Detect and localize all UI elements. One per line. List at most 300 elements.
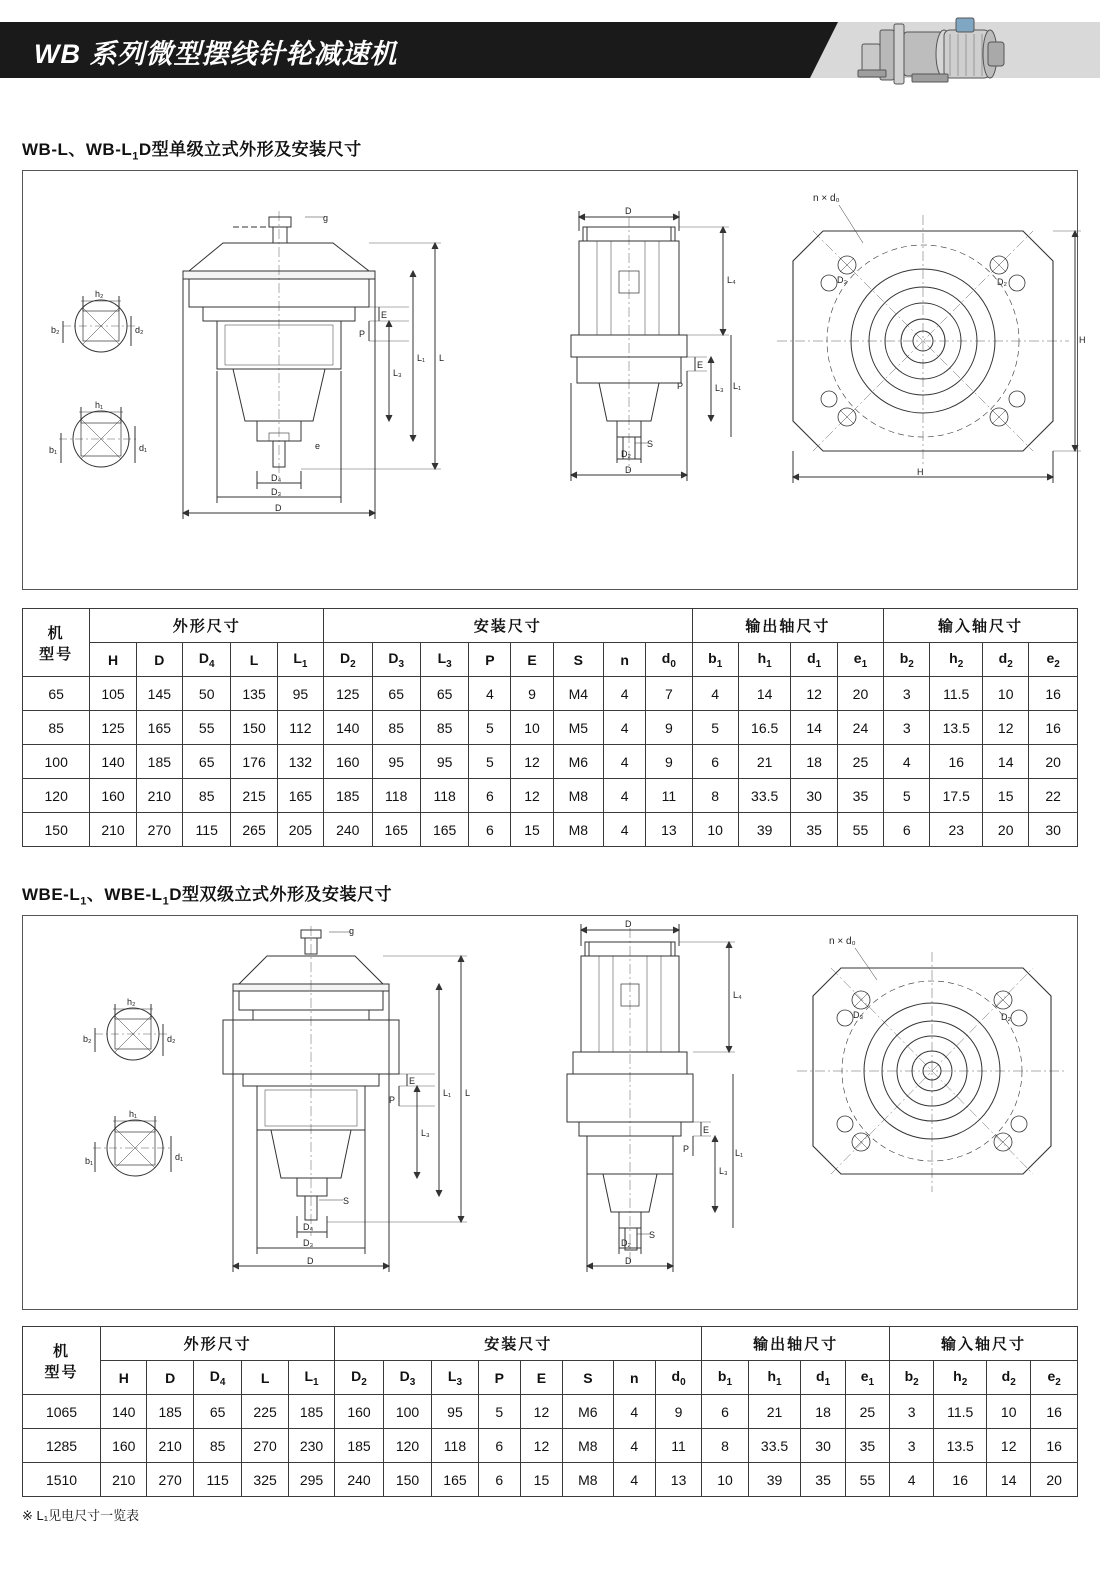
col-n: n	[604, 643, 646, 677]
cell-L1: 205	[277, 813, 323, 847]
cell-S: M6	[553, 745, 604, 779]
cell-H: 125	[90, 711, 136, 745]
svg-text:S: S	[647, 439, 654, 450]
col-d2: $d_2$	[987, 1361, 1031, 1395]
cell-d1: 35	[791, 813, 837, 847]
cell-model: 100	[23, 745, 90, 779]
cell-D3: 118	[372, 779, 420, 813]
model-header-line1: 机	[47, 624, 65, 642]
cell-h2: 17.5	[930, 779, 983, 813]
col-H: H	[90, 643, 136, 677]
col-S: S	[553, 643, 604, 677]
drawing-double-stage	[22, 915, 1078, 1310]
cell-d2: 15	[983, 779, 1029, 813]
table-column-header-row	[23, 643, 1078, 677]
cell-d1: 30	[791, 779, 837, 813]
cell-L: 265	[231, 813, 277, 847]
section-1	[22, 135, 1086, 590]
model-header-line2: 型号	[44, 1363, 79, 1381]
cell-E: 12	[520, 1395, 562, 1429]
col-D4: $D_4$	[183, 643, 231, 677]
cell-model: 85	[23, 711, 90, 745]
cell-n: 4	[613, 1395, 655, 1429]
cell-b1: 6	[692, 745, 738, 779]
cell-b2: 3	[890, 1429, 934, 1463]
cell-n: 4	[604, 779, 646, 813]
cell-S: M8	[563, 1429, 614, 1463]
cell-e1: 20	[837, 677, 883, 711]
svg-text:D₃: D₃	[303, 1238, 314, 1249]
cell-P: 6	[469, 779, 511, 813]
col-n: n	[613, 1361, 655, 1395]
cell-d1: 30	[801, 1429, 845, 1463]
section-1-title-pre: WB-L、WB-L	[22, 140, 133, 159]
cell-E: 9	[511, 677, 553, 711]
cell-L: 270	[242, 1429, 288, 1463]
svg-text:E: E	[703, 1125, 710, 1136]
col-e2: $e_2$	[1029, 643, 1078, 677]
svg-text:b₂: b₂	[83, 1034, 92, 1045]
svg-text:D: D	[307, 1256, 314, 1267]
cell-h2: 11.5	[934, 1395, 987, 1429]
svg-text:h₂: h₂	[127, 997, 136, 1008]
table-body-single-stage	[23, 677, 1078, 847]
svg-text:h₁: h₁	[129, 1109, 138, 1120]
cell-h2: 13.5	[934, 1429, 987, 1463]
svg-text:D: D	[625, 919, 632, 930]
svg-text:S: S	[649, 1230, 656, 1241]
group-output-shaft-dims: 输出轴尺寸	[692, 609, 884, 643]
svg-text:D₂: D₂	[997, 277, 1007, 288]
cell-b2: 3	[884, 711, 930, 745]
cell-e1: 35	[837, 779, 883, 813]
group-input-shaft-dims: 输入轴尺寸	[890, 1327, 1078, 1361]
cell-h1: 39	[748, 1463, 801, 1497]
col-d2: $d_2$	[983, 643, 1029, 677]
cell-e1: 24	[837, 711, 883, 745]
cell-E: 12	[511, 779, 553, 813]
group-output-shaft-dims: 输出轴尺寸	[702, 1327, 890, 1361]
svg-text:b₂: b₂	[51, 325, 60, 336]
cell-e2: 20	[1031, 1463, 1078, 1497]
col-d1: $d_1$	[801, 1361, 845, 1395]
cell-h2: 23	[930, 813, 983, 847]
svg-text:L₃: L₃	[421, 1128, 430, 1139]
col-L: L	[242, 1361, 288, 1395]
svg-text:H: H	[917, 467, 924, 478]
col-D2: $D_2$	[335, 1361, 384, 1395]
cell-d1: 18	[801, 1395, 845, 1429]
col-b1: $b_1$	[692, 643, 738, 677]
col-D: D	[136, 643, 182, 677]
table-row	[23, 1463, 1078, 1497]
svg-text:E: E	[697, 360, 704, 371]
cell-D3: 95	[372, 745, 420, 779]
cell-L1: 230	[288, 1429, 334, 1463]
table-group-header-row	[23, 1327, 1078, 1361]
col-D: D	[147, 1361, 193, 1395]
group-mounting-dims: 安装尺寸	[324, 609, 692, 643]
model-header-line1: 机	[53, 1342, 71, 1360]
table-row	[23, 1395, 1078, 1429]
cell-D: 270	[147, 1463, 193, 1497]
col-h2: $h_2$	[930, 643, 983, 677]
cell-d2: 10	[987, 1395, 1031, 1429]
svg-text:P: P	[677, 381, 684, 392]
cell-D2: 185	[324, 779, 372, 813]
table-row	[23, 779, 1078, 813]
svg-text:L₄: L₄	[727, 275, 736, 286]
svg-text:L₃: L₃	[715, 383, 724, 394]
svg-text:D: D	[275, 503, 282, 514]
cell-n: 4	[604, 677, 646, 711]
cell-d2: 12	[983, 711, 1029, 745]
cell-P: 5	[469, 745, 511, 779]
cell-e1: 25	[845, 1395, 889, 1429]
svg-text:L: L	[465, 1088, 471, 1099]
col-e1: $e_1$	[837, 643, 883, 677]
cell-d0: 11	[655, 1429, 701, 1463]
cell-D3: 150	[383, 1463, 432, 1497]
cell-S: M8	[553, 813, 604, 847]
cell-n: 4	[613, 1429, 655, 1463]
cell-D4: 115	[183, 813, 231, 847]
col-D3: $D_3$	[383, 1361, 432, 1395]
cell-b2: 3	[884, 677, 930, 711]
section-2-title: WBE-$L_1$、WBE-$L_1D$型双级立式外形及安装尺寸	[22, 885, 392, 908]
svg-text:D₄: D₄	[303, 1222, 314, 1233]
cell-b1: 6	[702, 1395, 748, 1429]
cell-b1: 10	[702, 1463, 748, 1497]
section-2	[22, 880, 1078, 1310]
cell-e2: 16	[1029, 677, 1078, 711]
svg-text:L₁: L₁	[443, 1088, 452, 1099]
cell-D2: 185	[335, 1429, 384, 1463]
cell-model: 150	[23, 813, 90, 847]
cell-b1: 10	[692, 813, 738, 847]
svg-text:g: g	[323, 213, 329, 224]
svg-text:d₁: d₁	[175, 1152, 184, 1163]
cell-H: 140	[90, 745, 136, 779]
cell-e2: 30	[1029, 813, 1078, 847]
col-E: E	[511, 643, 553, 677]
gear-motor-photo	[856, 8, 1016, 94]
cell-E: 10	[511, 711, 553, 745]
col-S: S	[563, 1361, 614, 1395]
cell-b1: 8	[702, 1429, 748, 1463]
cell-d1: 35	[801, 1463, 845, 1497]
cell-e1: 35	[845, 1429, 889, 1463]
cell-h2: 13.5	[930, 711, 983, 745]
svg-text:D: D	[625, 206, 632, 217]
cell-P: 4	[469, 677, 511, 711]
cell-b1: 8	[692, 779, 738, 813]
cell-P: 6	[478, 1429, 520, 1463]
svg-text:d₂: d₂	[167, 1034, 176, 1045]
col-d1: $d_1$	[791, 643, 837, 677]
cell-E: 15	[520, 1463, 562, 1497]
svg-text:d₂: d₂	[135, 325, 144, 336]
cell-h1: 16.5	[738, 711, 791, 745]
cell-L1: 295	[288, 1463, 334, 1497]
cell-D: 165	[136, 711, 182, 745]
cell-L3: 95	[432, 1395, 478, 1429]
cell-D4: 55	[183, 711, 231, 745]
cell-model: 65	[23, 677, 90, 711]
col-L1: $L_1$	[277, 643, 323, 677]
footnote: ※ L₁见电尺寸一览表	[22, 1508, 140, 1523]
cell-D2: 125	[324, 677, 372, 711]
table-body-double-stage	[23, 1395, 1078, 1497]
cell-S: M8	[563, 1463, 614, 1497]
cell-D4: 65	[193, 1395, 242, 1429]
table-row	[23, 711, 1078, 745]
model-header	[23, 609, 90, 677]
col-P: P	[478, 1361, 520, 1395]
cell-d0: 11	[646, 779, 692, 813]
cell-b2: 4	[884, 745, 930, 779]
cell-d0: 9	[646, 711, 692, 745]
cell-E: 12	[511, 745, 553, 779]
svg-text:P: P	[359, 329, 366, 340]
col-e2: $e_2$	[1031, 1361, 1078, 1395]
cell-L1: 132	[277, 745, 323, 779]
cell-L3: 85	[420, 711, 468, 745]
cell-e1: 55	[837, 813, 883, 847]
cell-D3: 100	[383, 1395, 432, 1429]
cell-D4: 50	[183, 677, 231, 711]
cell-h2: 11.5	[930, 677, 983, 711]
cell-L1: 95	[277, 677, 323, 711]
col-e1: $e_1$	[845, 1361, 889, 1395]
page-title: WB 系列微型摆线针轮减速机	[34, 39, 398, 69]
svg-text:L₄: L₄	[733, 990, 742, 1001]
cell-h1: 39	[738, 813, 791, 847]
cell-L3: 118	[420, 779, 468, 813]
cell-d2: 14	[983, 745, 1029, 779]
svg-text:L₃: L₃	[393, 368, 402, 379]
svg-text:h₂: h₂	[95, 289, 104, 300]
svg-text:n × d₀: n × d₀	[813, 193, 840, 205]
cell-model: 120	[23, 779, 90, 813]
cell-e1: 25	[837, 745, 883, 779]
svg-text:D: D	[625, 465, 632, 476]
cell-h1: 14	[738, 677, 791, 711]
cell-h1: 21	[748, 1395, 801, 1429]
cell-L: 135	[231, 677, 277, 711]
section-1-title	[22, 135, 1078, 162]
col-L3: $L_3$	[420, 643, 468, 677]
cell-P: 6	[478, 1463, 520, 1497]
cell-H: 210	[90, 813, 136, 847]
col-b2: $b_2$	[884, 643, 930, 677]
col-L1: $L_1$	[288, 1361, 334, 1395]
cell-L: 215	[231, 779, 277, 813]
svg-text:E: E	[381, 310, 388, 321]
table-group-header-row	[23, 609, 1078, 643]
cell-e2: 20	[1029, 745, 1078, 779]
col-h2: $h_2$	[934, 1361, 987, 1395]
svg-text:d₁: d₁	[139, 443, 148, 454]
table-column-header-row	[23, 1361, 1078, 1395]
cell-b1: 4	[692, 677, 738, 711]
cell-d0: 7	[646, 677, 692, 711]
cell-D: 185	[147, 1395, 193, 1429]
cell-e2: 22	[1029, 779, 1078, 813]
col-P: P	[469, 643, 511, 677]
cell-D: 270	[136, 813, 182, 847]
cell-D: 210	[147, 1429, 193, 1463]
cell-L3: 65	[420, 677, 468, 711]
cell-n: 4	[613, 1463, 655, 1497]
col-H: H	[101, 1361, 147, 1395]
cell-d0: 13	[646, 813, 692, 847]
cell-L1: 165	[277, 779, 323, 813]
cell-S: M5	[553, 711, 604, 745]
cell-H: 160	[90, 779, 136, 813]
group-input-shaft-dims: 输入轴尺寸	[884, 609, 1078, 643]
dimension-table-double-stage	[22, 1326, 1078, 1497]
cell-d1: 12	[791, 677, 837, 711]
cell-n: 4	[604, 745, 646, 779]
col-D3: $D_3$	[372, 643, 420, 677]
cell-D4: 85	[183, 779, 231, 813]
cell-E: 12	[520, 1429, 562, 1463]
cell-H: 160	[101, 1429, 147, 1463]
cell-e2: 16	[1031, 1429, 1078, 1463]
table-single-stage-wrap	[22, 608, 1078, 847]
cell-L3: 95	[420, 745, 468, 779]
col-d0: $d_0$	[655, 1361, 701, 1395]
svg-text:h₁: h₁	[95, 400, 104, 411]
col-h1: $h_1$	[748, 1361, 801, 1395]
cell-L3: 165	[432, 1463, 478, 1497]
cell-D3: 120	[383, 1429, 432, 1463]
col-L3: $L_3$	[432, 1361, 478, 1395]
table-row	[23, 1429, 1078, 1463]
cell-h1: 33.5	[738, 779, 791, 813]
cell-n: 4	[604, 813, 646, 847]
cell-e2: 16	[1029, 711, 1078, 745]
table-row	[23, 813, 1078, 847]
cell-D2: 160	[324, 745, 372, 779]
col-D4: $D_4$	[193, 1361, 242, 1395]
cell-d0: 13	[655, 1463, 701, 1497]
svg-text:D₃: D₃	[853, 1010, 864, 1021]
cell-D2: 160	[335, 1395, 384, 1429]
group-outline-dims: 外形尺寸	[90, 609, 324, 643]
col-D2: $D_2$	[324, 643, 372, 677]
cell-b2: 4	[890, 1463, 934, 1497]
cell-D2: 240	[324, 813, 372, 847]
svg-text:E: E	[409, 1076, 416, 1087]
svg-text:b₁: b₁	[49, 445, 58, 456]
table-double-stage-wrap	[22, 1326, 1078, 1524]
dimension-table-single-stage	[22, 608, 1078, 847]
svg-text:D: D	[625, 1256, 632, 1267]
col-b2: $b_2$	[890, 1361, 934, 1395]
svg-text:H: H	[1079, 335, 1086, 346]
cell-D3: 65	[372, 677, 420, 711]
svg-text:e: e	[315, 441, 321, 452]
model-header	[23, 1327, 101, 1395]
svg-text:b₁: b₁	[85, 1156, 94, 1167]
cell-h1: 21	[738, 745, 791, 779]
cell-h2: 16	[934, 1463, 987, 1497]
col-E: E	[520, 1361, 562, 1395]
section-1-title-post: D型单级立式外形及安装尺寸	[138, 140, 362, 159]
cell-L1: 112	[277, 711, 323, 745]
col-d0: $d_0$	[646, 643, 692, 677]
svg-text:n × d₀: n × d₀	[829, 936, 856, 948]
cell-D3: 85	[372, 711, 420, 745]
section-2-title-pre: WBE-L	[22, 885, 81, 904]
cell-b2: 3	[890, 1395, 934, 1429]
cell-e2: 16	[1031, 1395, 1078, 1429]
cell-d2: 20	[983, 813, 1029, 847]
cell-b2: 5	[884, 779, 930, 813]
cell-L1: 185	[288, 1395, 334, 1429]
svg-text:D₃: D₃	[271, 487, 282, 498]
cell-H: 140	[101, 1395, 147, 1429]
svg-text:P: P	[389, 1095, 396, 1106]
cell-D: 210	[136, 779, 182, 813]
cell-d0: 9	[646, 745, 692, 779]
cell-h1: 33.5	[748, 1429, 801, 1463]
group-mounting-dims: 安装尺寸	[335, 1327, 702, 1361]
cell-n: 4	[604, 711, 646, 745]
cell-D: 185	[136, 745, 182, 779]
page-header	[0, 0, 1100, 100]
svg-text:D₃: D₃	[837, 275, 848, 286]
cell-e1: 55	[845, 1463, 889, 1497]
cell-L: 225	[242, 1395, 288, 1429]
cell-L: 325	[242, 1463, 288, 1497]
model-header-line2: 型号	[39, 645, 74, 663]
cell-D4: 65	[183, 745, 231, 779]
svg-text:L₁: L₁	[735, 1148, 744, 1159]
group-outline-dims: 外形尺寸	[101, 1327, 335, 1361]
svg-text:D₂: D₂	[621, 1238, 631, 1249]
cell-model: 1285	[23, 1429, 101, 1463]
cell-D: 145	[136, 677, 182, 711]
col-h1: $h_1$	[738, 643, 791, 677]
table-row	[23, 745, 1078, 779]
col-b1: $b_1$	[702, 1361, 748, 1395]
svg-text:D₂: D₂	[1001, 1012, 1011, 1023]
svg-text:L₁: L₁	[733, 381, 742, 392]
cell-d2: 14	[987, 1463, 1031, 1497]
cell-H: 105	[90, 677, 136, 711]
cell-d2: 12	[987, 1429, 1031, 1463]
cell-P: 5	[469, 711, 511, 745]
cell-P: 5	[478, 1395, 520, 1429]
cell-P: 6	[469, 813, 511, 847]
cell-E: 15	[511, 813, 553, 847]
svg-text:D₂: D₂	[621, 449, 631, 460]
col-L: L	[231, 643, 277, 677]
cell-S: M8	[553, 779, 604, 813]
cell-S: M6	[563, 1395, 614, 1429]
svg-text:D₄: D₄	[271, 473, 282, 484]
table-row	[23, 677, 1078, 711]
cell-H: 210	[101, 1463, 147, 1497]
cell-L: 150	[231, 711, 277, 745]
cell-d1: 18	[791, 745, 837, 779]
svg-text:S: S	[343, 1196, 350, 1207]
cell-D2: 140	[324, 711, 372, 745]
svg-text:g: g	[349, 926, 355, 937]
